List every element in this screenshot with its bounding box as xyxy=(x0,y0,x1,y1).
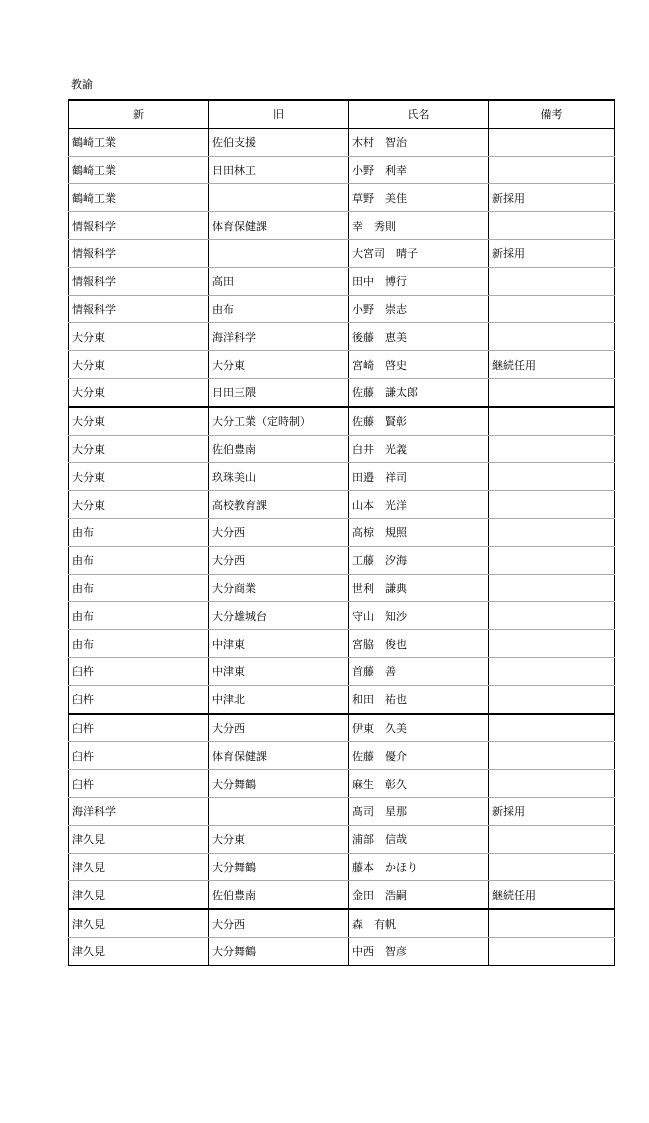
cell-new-school: 由布 xyxy=(69,546,209,574)
cell-remarks xyxy=(489,742,615,770)
cell-remarks xyxy=(489,714,615,742)
cell-old-school: 中津東 xyxy=(209,657,349,685)
cell-new-school: 鶴崎工業 xyxy=(69,156,209,184)
cell-remarks xyxy=(489,407,615,435)
cell-new-school: 由布 xyxy=(69,602,209,630)
cell-old-school: 大分商業 xyxy=(209,574,349,602)
cell-remarks xyxy=(489,937,615,965)
cell-new-school: 大分東 xyxy=(69,378,209,406)
table-row xyxy=(69,770,615,798)
table-row xyxy=(69,295,615,323)
cell-old-school: 大分東 xyxy=(209,825,349,853)
table-caption: 教諭 xyxy=(71,78,93,91)
cell-old-school: 大分工業（定時制） xyxy=(209,407,349,435)
cell-old-school: 高田 xyxy=(209,267,349,295)
cell-remarks xyxy=(489,630,615,658)
table-row xyxy=(69,518,615,546)
cell-remarks xyxy=(489,518,615,546)
cell-name: 世利 謙典 xyxy=(349,574,489,602)
table-row xyxy=(69,742,615,770)
cell-remarks: 継続任用 xyxy=(489,881,615,909)
cell-old-school: 海洋科学 xyxy=(209,323,349,351)
cell-remarks xyxy=(489,295,615,323)
cell-name: 白井 光義 xyxy=(349,435,489,463)
cell-old-school: 大分舞鶴 xyxy=(209,937,349,965)
table-row xyxy=(69,937,615,965)
cell-old-school: 体育保健課 xyxy=(209,742,349,770)
cell-new-school: 由布 xyxy=(69,630,209,658)
cell-name: 田邉 祥司 xyxy=(349,463,489,491)
cell-name: 金田 浩嗣 xyxy=(349,881,489,909)
cell-new-school: 臼杵 xyxy=(69,657,209,685)
cell-remarks xyxy=(489,546,615,574)
table-row xyxy=(69,239,615,267)
header-remarks: 備考 xyxy=(489,100,615,128)
cell-new-school: 情報科学 xyxy=(69,267,209,295)
cell-old-school: 体育保健課 xyxy=(209,212,349,240)
cell-remarks xyxy=(489,156,615,184)
cell-new-school: 津久見 xyxy=(69,881,209,909)
cell-remarks xyxy=(489,657,615,685)
cell-remarks: 新採用 xyxy=(489,239,615,267)
cell-new-school: 大分東 xyxy=(69,407,209,435)
cell-remarks xyxy=(489,267,615,295)
cell-name: 麻生 彰久 xyxy=(349,770,489,798)
cell-name: 宮脇 俊也 xyxy=(349,630,489,658)
cell-new-school: 津久見 xyxy=(69,825,209,853)
cell-remarks xyxy=(489,378,615,406)
cell-new-school: 臼杵 xyxy=(69,685,209,713)
cell-new-school: 津久見 xyxy=(69,853,209,881)
table-row xyxy=(69,602,615,630)
table-row xyxy=(69,212,615,240)
cell-old-school: 日田三隈 xyxy=(209,378,349,406)
cell-name: 大宮司 晴子 xyxy=(349,239,489,267)
cell-name: 藤本 かほり xyxy=(349,853,489,881)
cell-new-school: 情報科学 xyxy=(69,212,209,240)
cell-old-school: 大分舞鶴 xyxy=(209,853,349,881)
cell-new-school: 津久見 xyxy=(69,937,209,965)
table-row xyxy=(69,184,615,212)
table-row xyxy=(69,351,615,379)
table-body xyxy=(69,128,615,965)
cell-old-school xyxy=(209,239,349,267)
header-old-school: 旧 xyxy=(209,100,349,128)
cell-new-school: 海洋科学 xyxy=(69,797,209,825)
cell-remarks xyxy=(489,909,615,937)
cell-remarks xyxy=(489,685,615,713)
cell-old-school: 中津東 xyxy=(209,630,349,658)
cell-name: 小野 利幸 xyxy=(349,156,489,184)
cell-name: 佐藤 優介 xyxy=(349,742,489,770)
cell-new-school: 臼杵 xyxy=(69,714,209,742)
table-row xyxy=(69,267,615,295)
table-row xyxy=(69,323,615,351)
cell-name: 中西 智彦 xyxy=(349,937,489,965)
cell-old-school: 大分西 xyxy=(209,546,349,574)
cell-name: 髙司 星那 xyxy=(349,797,489,825)
cell-remarks: 継続任用 xyxy=(489,351,615,379)
table-row xyxy=(69,714,615,742)
cell-old-school: 佐伯豊南 xyxy=(209,435,349,463)
cell-remarks xyxy=(489,770,615,798)
table-row xyxy=(69,156,615,184)
cell-new-school: 由布 xyxy=(69,574,209,602)
cell-name: 幸 秀則 xyxy=(349,212,489,240)
cell-name: 後藤 恵美 xyxy=(349,323,489,351)
cell-old-school: 大分雄城台 xyxy=(209,602,349,630)
cell-name: 守山 知沙 xyxy=(349,602,489,630)
cell-name: 伊東 久美 xyxy=(349,714,489,742)
cell-remarks xyxy=(489,323,615,351)
cell-name: 佐藤 謙太郎 xyxy=(349,378,489,406)
cell-new-school: 大分東 xyxy=(69,491,209,519)
cell-remarks xyxy=(489,435,615,463)
personnel-table xyxy=(68,99,615,966)
cell-old-school xyxy=(209,797,349,825)
cell-old-school: 中津北 xyxy=(209,685,349,713)
cell-old-school: 高校教育課 xyxy=(209,491,349,519)
cell-remarks xyxy=(489,574,615,602)
cell-new-school: 臼杵 xyxy=(69,742,209,770)
table-header xyxy=(69,100,615,128)
table-row xyxy=(69,881,615,909)
table-row xyxy=(69,853,615,881)
table-row xyxy=(69,657,615,685)
cell-remarks xyxy=(489,212,615,240)
cell-name: 工藤 汐海 xyxy=(349,546,489,574)
cell-name: 山本 光洋 xyxy=(349,491,489,519)
cell-name: 和田 祐也 xyxy=(349,685,489,713)
header-new-school: 新 xyxy=(69,100,209,128)
cell-remarks xyxy=(489,463,615,491)
table-row xyxy=(69,463,615,491)
cell-name: 木村 智治 xyxy=(349,128,489,156)
cell-old-school: 大分舞鶴 xyxy=(209,770,349,798)
cell-new-school: 大分東 xyxy=(69,463,209,491)
table-row xyxy=(69,574,615,602)
cell-old-school: 佐伯豊南 xyxy=(209,881,349,909)
header-name: 氏名 xyxy=(349,100,489,128)
cell-new-school: 臼杵 xyxy=(69,770,209,798)
cell-old-school: 佐伯支援 xyxy=(209,128,349,156)
table-row xyxy=(69,797,615,825)
cell-old-school: 大分西 xyxy=(209,714,349,742)
cell-old-school: 日田林工 xyxy=(209,156,349,184)
cell-new-school: 鶴崎工業 xyxy=(69,184,209,212)
cell-remarks xyxy=(489,853,615,881)
cell-new-school: 大分東 xyxy=(69,435,209,463)
cell-old-school xyxy=(209,184,349,212)
cell-old-school: 大分西 xyxy=(209,518,349,546)
cell-new-school: 由布 xyxy=(69,518,209,546)
cell-new-school: 津久見 xyxy=(69,909,209,937)
cell-old-school: 大分東 xyxy=(209,351,349,379)
cell-remarks: 新採用 xyxy=(489,797,615,825)
cell-new-school: 大分東 xyxy=(69,323,209,351)
cell-name: 浦部 信哉 xyxy=(349,825,489,853)
cell-remarks xyxy=(489,825,615,853)
cell-new-school: 大分東 xyxy=(69,351,209,379)
cell-new-school: 鶴崎工業 xyxy=(69,128,209,156)
cell-old-school: 玖珠美山 xyxy=(209,463,349,491)
table-row xyxy=(69,435,615,463)
cell-remarks xyxy=(489,128,615,156)
cell-new-school: 情報科学 xyxy=(69,295,209,323)
table-row xyxy=(69,546,615,574)
table-row xyxy=(69,407,615,435)
cell-name: 佐藤 賢彰 xyxy=(349,407,489,435)
cell-name: 宮崎 啓史 xyxy=(349,351,489,379)
table-row xyxy=(69,128,615,156)
cell-remarks: 新採用 xyxy=(489,184,615,212)
cell-new-school: 情報科学 xyxy=(69,239,209,267)
cell-remarks xyxy=(489,491,615,519)
table-row xyxy=(69,909,615,937)
cell-name: 高椋 規照 xyxy=(349,518,489,546)
table-row xyxy=(69,491,615,519)
table-row xyxy=(69,630,615,658)
cell-old-school: 由布 xyxy=(209,295,349,323)
cell-name: 小野 崇志 xyxy=(349,295,489,323)
table-row xyxy=(69,685,615,713)
header-row xyxy=(69,100,615,128)
table-row xyxy=(69,378,615,406)
cell-name: 森 有帆 xyxy=(349,909,489,937)
cell-name: 草野 美佳 xyxy=(349,184,489,212)
table-row xyxy=(69,825,615,853)
cell-name: 田中 博行 xyxy=(349,267,489,295)
cell-old-school: 大分西 xyxy=(209,909,349,937)
cell-remarks xyxy=(489,602,615,630)
cell-name: 首藤 善 xyxy=(349,657,489,685)
